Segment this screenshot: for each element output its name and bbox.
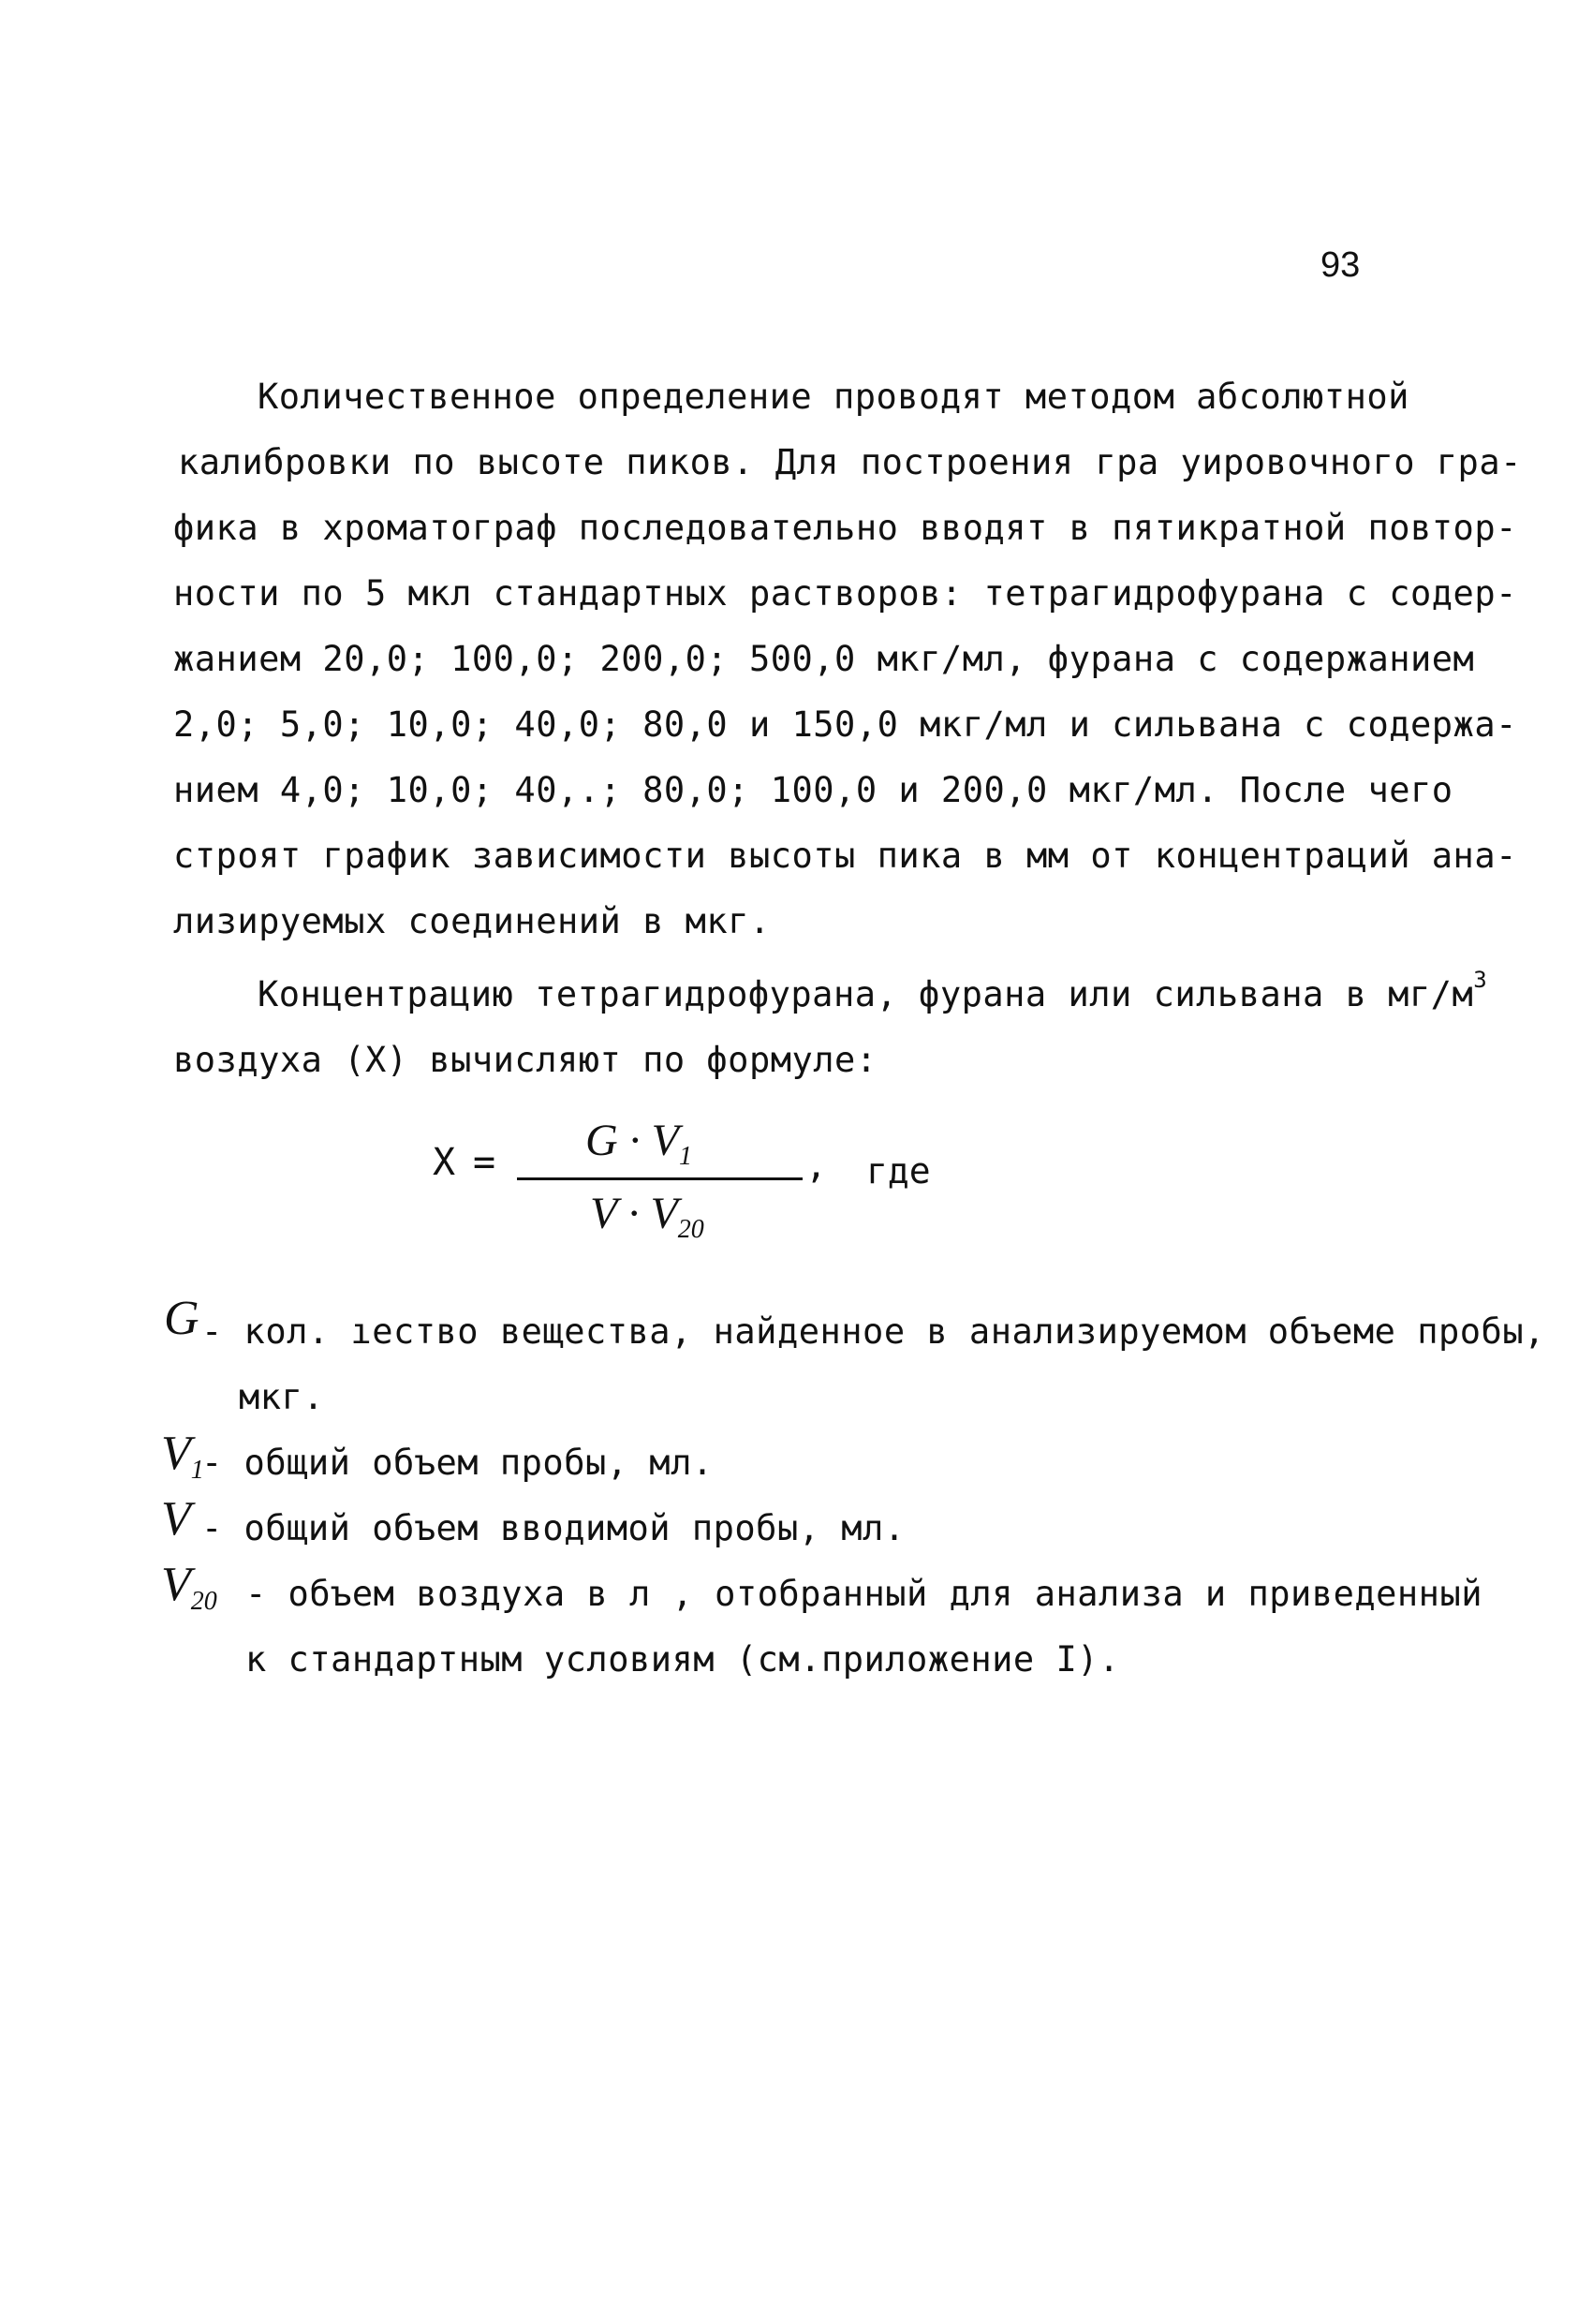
formula-equals: = [473,1141,496,1184]
formula-comma: , [805,1145,827,1186]
superscript-3: 3 [1473,967,1488,993]
page-number: 93 [1320,245,1361,285]
definition-symbol: V20 [161,1558,217,1616]
formula-where: где [866,1150,931,1192]
definition-text: - общий объем пробы, мл. [201,1443,714,1483]
definition-symbol: V [161,1492,191,1546]
formula-lhs: X [433,1141,456,1184]
fraction-bar [517,1177,803,1180]
text-line: Концентрацию тетрагидрофурана, фурана или сильвана в $мг/м^3$ [258,967,1488,1014]
text-line: ности по 5 мкл стандартных растворов: тетрагидрофурана с содер- [173,573,1517,614]
text-line: Количественное определение проводят методом абсолютной [258,377,1409,417]
definition-symbol: G [164,1292,199,1345]
definition-text: к стандартным условиям (см.приложение I). [245,1639,1120,1680]
definition-text: - объем воздуха в л , отобранный для анализа и приведенный [245,1574,1483,1614]
text-line: калибровки по высоте пиков. Для построения гра уировочного гра- [178,442,1522,482]
text-line: строят график зависимости высоты пика в мм от концентраций ана- [173,836,1517,876]
definition-symbol: V1 [161,1427,204,1485]
text-line: фика в хроматограф последовательно вводят в пятикратной повтор- [173,508,1517,548]
definition-text: - общий объем вводимой пробы, мл. [201,1508,906,1548]
definition-text: - кол. ıество вещества, найденное в анализируемом объеме пробы, [201,1311,1545,1352]
text-line: воздуха (X) вычисляют по формуле: [173,1040,878,1080]
text-line: лизируемых соединений в мкг. [173,901,771,941]
formula-denominator: $V \cdot V_{20}$ [590,1189,704,1244]
text-line: жанием 20,0; 100,0; 200,0; 500,0 мкг/мл, фурана с содержанием [173,639,1475,679]
text-line: нием 4,0; 10,0; 40,.; 80,0; 100,0 и 200,0 мкг/мл. После чего [173,770,1453,810]
formula-numerator: $G \cdot V_1$ [585,1116,692,1171]
text-line: 2,0; 5,0; 10,0; 40,0; 80,0 и 150,0 мкг/мл и сильвана с содержа- [173,704,1517,745]
definition-text: мкг. [239,1377,325,1417]
